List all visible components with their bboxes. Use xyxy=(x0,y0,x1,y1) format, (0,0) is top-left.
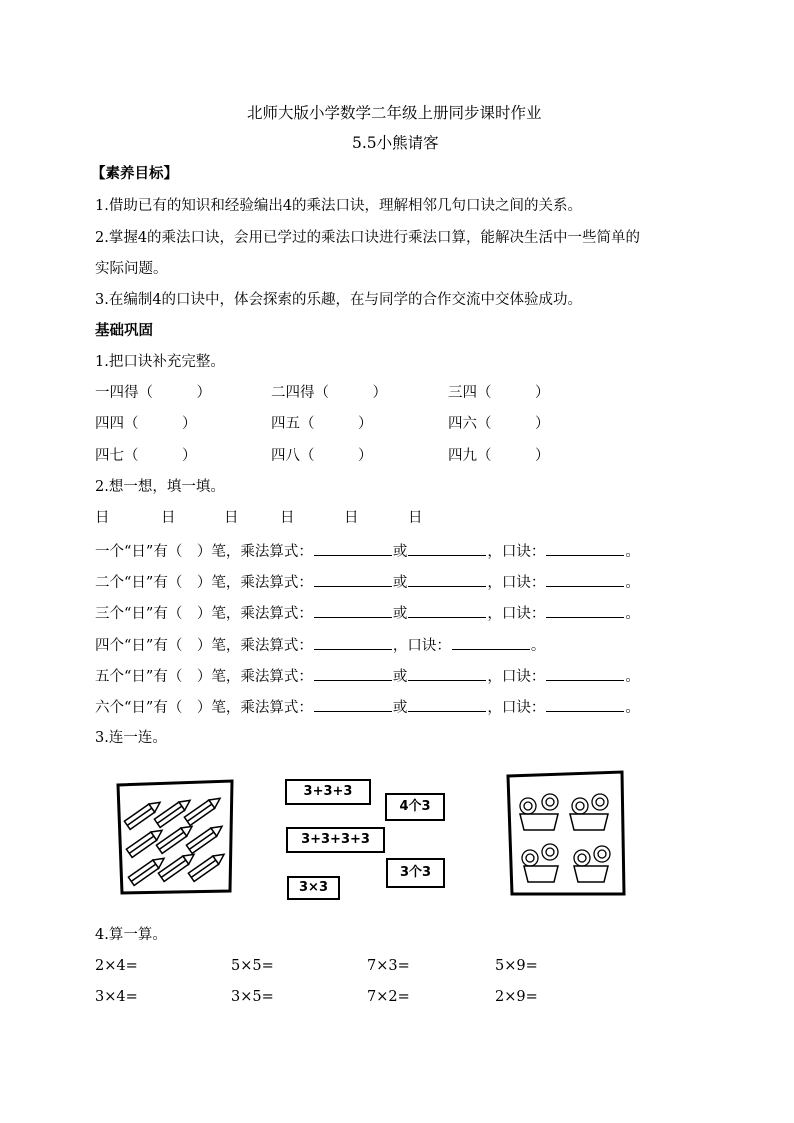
flowers-picture[interactable] xyxy=(506,770,628,898)
row-mid: 或 xyxy=(392,606,408,622)
calc-item[interactable]: 2×4= xyxy=(95,958,138,974)
q1-item[interactable]: 二四得（ ） xyxy=(271,385,387,401)
q1-item[interactable]: 四七（ ） xyxy=(95,448,197,464)
goals-heading: 【素养目标】 xyxy=(91,166,178,182)
answer-blank[interactable] xyxy=(314,666,392,681)
answer-blank[interactable] xyxy=(546,666,624,681)
card-3-times-3[interactable] xyxy=(287,876,340,900)
row-lead: 六个“日”有（ ）笔，乘法算式： xyxy=(95,700,313,716)
row-tail: ，口诀： xyxy=(487,575,546,591)
answer-blank[interactable] xyxy=(546,572,624,587)
row-lead: 四个“日”有（ ）笔，乘法算式： xyxy=(95,638,313,654)
card-4-threes[interactable] xyxy=(385,793,445,821)
row-tail: ，口诀： xyxy=(487,669,546,685)
q2-row xyxy=(95,697,640,717)
answer-blank[interactable] xyxy=(314,572,392,587)
q1-item[interactable]: 四六（ ） xyxy=(448,416,550,432)
card-label: 3个3 xyxy=(399,865,432,880)
row-end: 。 xyxy=(625,606,640,622)
answer-blank[interactable] xyxy=(314,603,392,618)
calc-item[interactable]: 3×4= xyxy=(95,989,138,1005)
lesson-subtitle: 5.5小熊请客 xyxy=(352,134,439,152)
q2-row xyxy=(95,541,640,561)
q2-title: 2.想一想，填一填。 xyxy=(95,479,225,495)
row-end: 。 xyxy=(625,575,640,591)
q1-item[interactable]: 四四（ ） xyxy=(95,416,197,432)
goal-item: 实际问题。 xyxy=(95,261,168,277)
q3-title: 3.连一连。 xyxy=(95,730,167,746)
answer-blank[interactable] xyxy=(408,697,486,712)
answer-blank[interactable] xyxy=(452,635,530,650)
ri-char: 日 xyxy=(280,510,295,526)
calc-item[interactable]: 7×2= xyxy=(367,989,410,1005)
calc-item[interactable]: 7×3= xyxy=(367,958,410,974)
row-mid: 或 xyxy=(392,700,408,716)
goal-item: 3.在编制4的口诀中，体会探索的乐趣，在与同学的合作交流中交体验成功。 xyxy=(95,292,583,308)
ri-char: 日 xyxy=(408,510,423,526)
answer-blank[interactable] xyxy=(314,635,392,650)
answer-blank[interactable] xyxy=(314,541,392,556)
row-lead: 三个“日”有（ ）笔，乘法算式： xyxy=(95,606,313,622)
ri-char: 日 xyxy=(344,510,359,526)
answer-blank[interactable] xyxy=(546,541,624,556)
row-lead: 二个“日”有（ ）笔，乘法算式： xyxy=(95,575,313,591)
goal-item: 2.掌握4的乘法口诀，会用已学过的乘法口诀进行乘法口算，能解决生活中一些简单的 xyxy=(95,230,641,246)
row-mid: 或 xyxy=(392,669,408,685)
answer-blank[interactable] xyxy=(408,603,486,618)
row-end: 。 xyxy=(625,544,640,560)
card-label: 3×3 xyxy=(299,880,328,895)
page-title: 北师大版小学数学二年级上册同步课时作业 xyxy=(247,104,542,122)
answer-blank[interactable] xyxy=(546,697,624,712)
row-tail: ，口诀： xyxy=(487,700,546,716)
calc-item[interactable]: 3×5= xyxy=(231,989,274,1005)
card-3-plus-3-plus-3-plus-3[interactable] xyxy=(286,827,385,853)
row-mid: 或 xyxy=(392,544,408,560)
answer-blank[interactable] xyxy=(408,541,486,556)
row-end: 。 xyxy=(625,700,640,716)
q1-item[interactable]: 四九（ ） xyxy=(448,448,550,464)
calc-item[interactable]: 2×9= xyxy=(495,989,538,1005)
q2-row xyxy=(95,635,545,655)
q2-row xyxy=(95,666,640,686)
row-end: 。 xyxy=(530,638,546,654)
q1-item[interactable]: 四八（ ） xyxy=(271,448,373,464)
calc-item[interactable]: 5×9= xyxy=(495,958,538,974)
calc-item[interactable]: 5×5= xyxy=(231,958,274,974)
row-mid: 或 xyxy=(392,575,408,591)
row-lead: 一个“日”有（ ）笔，乘法算式： xyxy=(95,544,313,560)
goal-item: 1.借助已有的知识和经验编出4的乘法口诀，理解相邻几句口诀之间的关系。 xyxy=(95,198,583,214)
card-3-plus-3-plus-3[interactable] xyxy=(285,779,371,805)
card-label: 3+3+3+3 xyxy=(301,832,370,847)
row-mid: ，口诀： xyxy=(392,638,451,654)
answer-blank[interactable] xyxy=(314,697,392,712)
ri-char: 日 xyxy=(95,510,110,526)
q1-title: 1.把口诀补充完整。 xyxy=(95,354,225,370)
answer-blank[interactable] xyxy=(408,572,486,587)
row-tail: ，口诀： xyxy=(487,544,546,560)
q2-row xyxy=(95,603,640,623)
card-3-threes[interactable] xyxy=(386,858,445,888)
q2-row xyxy=(95,572,640,592)
ri-char: 日 xyxy=(224,510,239,526)
row-tail: ，口诀： xyxy=(487,606,546,622)
basics-heading: 基础巩固 xyxy=(95,323,153,339)
ri-char: 日 xyxy=(161,510,176,526)
q1-item[interactable]: 三四（ ） xyxy=(448,385,550,401)
q4-title: 4.算一算。 xyxy=(95,927,167,943)
row-end: 。 xyxy=(625,669,640,685)
q1-item[interactable]: 四五（ ） xyxy=(271,416,373,432)
row-lead: 五个“日”有（ ）笔，乘法算式： xyxy=(95,669,313,685)
pencils-picture[interactable] xyxy=(114,777,238,897)
answer-blank[interactable] xyxy=(408,666,486,681)
answer-blank[interactable] xyxy=(546,603,624,618)
card-label: 4个3 xyxy=(399,799,431,814)
q1-item[interactable]: 一四得（ ） xyxy=(95,385,211,401)
card-label: 3+3+3 xyxy=(303,784,353,799)
